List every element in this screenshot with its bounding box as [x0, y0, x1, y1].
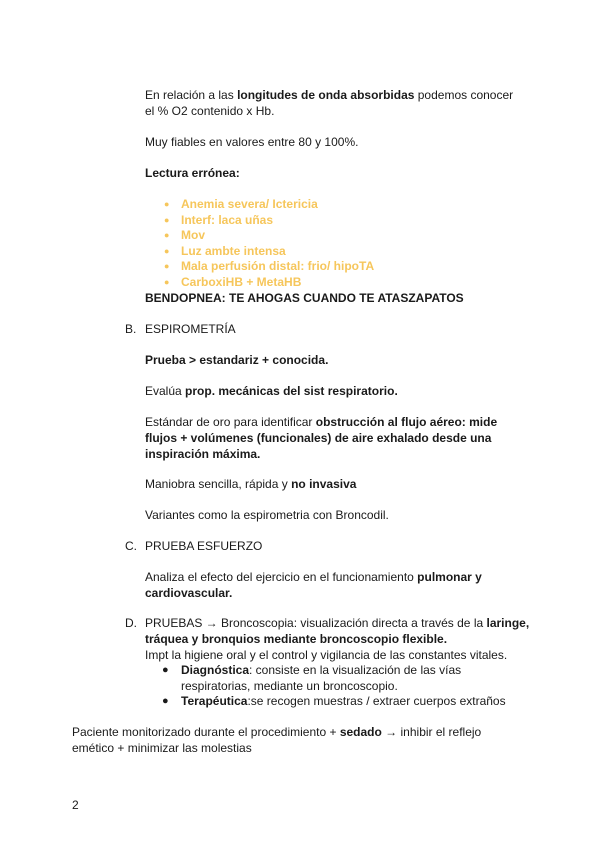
text: respiratorias, mediante un broncoscopio. [181, 679, 398, 693]
error-item: Anemia severa/ Ictericia [181, 197, 318, 211]
bold-text: no invasiva [291, 477, 357, 491]
bold-text: flujos + volúmenes (funcionales) de aire exhalado desde una [145, 431, 492, 445]
bullet-icon: ● [164, 199, 170, 209]
bullet-icon: ● [164, 230, 170, 241]
text: el % O2 contenido x Hb. [145, 104, 275, 118]
error-item: Interf: laca uñas [181, 212, 274, 227]
error-item: Luz ambte intensa [181, 243, 286, 258]
bullet-icon: ● [164, 214, 170, 225]
evalua-text [145, 383, 398, 399]
page-number: 2 [72, 798, 79, 812]
text: PRUEBAS → Broncoscopia: visualización directa a través de la [145, 616, 487, 630]
text: Estándar de oro para identificar [145, 415, 316, 429]
bold-text: cardiovascular. [145, 586, 233, 600]
diagnostica-item [181, 662, 561, 694]
bold-text: laringe, [486, 616, 530, 630]
section-title-pruebas [145, 615, 555, 663]
text: podemos conocer [414, 88, 514, 102]
lectura-title: Lectura errónea: [145, 166, 240, 180]
bold-text: sedado [339, 725, 382, 739]
monitoring-note [72, 724, 542, 756]
text: : consiste en la visualización de las vías [249, 663, 462, 677]
text: Evalúa [145, 384, 186, 398]
variantes-text: Variantes como la espirometria con Broncodil. [145, 508, 389, 522]
bold-text: Diagnóstica [181, 663, 250, 677]
bullet-icon: ● [162, 664, 169, 676]
section-letter-d: D. [125, 616, 137, 630]
bullet-icon: ● [164, 277, 170, 287]
terapeutica-item [181, 693, 581, 709]
text: emético + minimizar las molestias [72, 741, 252, 755]
error-item: Mala perfusión distal: frio/ hipoTA [181, 259, 375, 274]
bullet-icon: ● [162, 695, 169, 707]
text: → inhibir el reflejo [381, 725, 482, 739]
maniobra-text [145, 476, 356, 492]
error-item: Mov [181, 228, 205, 243]
section-letter-c: C. [125, 539, 137, 553]
section-title-esfuerzo: PRUEBA ESFUERZO [145, 539, 263, 553]
text: En relación a las [145, 88, 238, 102]
reliability-text: Muy fiables en valores entre 80 y 100%. [145, 135, 359, 149]
estandar-text [145, 414, 545, 462]
prueba-text: Prueba > estandariz + conocida. [145, 353, 329, 367]
oximetry-paragraph [145, 87, 545, 119]
text: Analiza el efecto del ejercicio en el funcionamiento [145, 570, 418, 584]
bold-text: pulmonar y [417, 570, 482, 584]
text: Impt la higiene oral y el control y vigilancia de las constantes vitales. [145, 648, 508, 662]
bullet-icon: ● [164, 261, 170, 272]
bold-text: obstrucción al flujo aéreo: mide [315, 415, 498, 429]
bullet-icon: ● [164, 245, 170, 256]
analiza-text [145, 569, 545, 601]
bold-text: tráquea y bronquios mediante broncoscopio flexible. [145, 632, 448, 646]
bold-text: Terapéutica [181, 694, 248, 708]
bold-text: longitudes de onda absorbidas [237, 88, 415, 102]
section-title-espirometria: ESPIROMETRÍA [145, 322, 236, 336]
bendopnea-note: BENDOPNEA: TE AHOGAS CUANDO TE ATASZAPATOS [145, 291, 464, 305]
text: Maniobra sencilla, rápida y [145, 477, 292, 491]
error-item: CarboxiHB + MetaHB [181, 275, 302, 289]
text: :se recogen muestras / extraer cuerpos extraños [247, 694, 506, 708]
section-letter-b: B. [125, 322, 137, 336]
text: Paciente monitorizado durante el procedimiento + [72, 725, 340, 739]
bold-text: inspiración máxima. [145, 447, 261, 461]
bold-text: prop. mecánicas del sist respiratorio. [185, 384, 398, 398]
